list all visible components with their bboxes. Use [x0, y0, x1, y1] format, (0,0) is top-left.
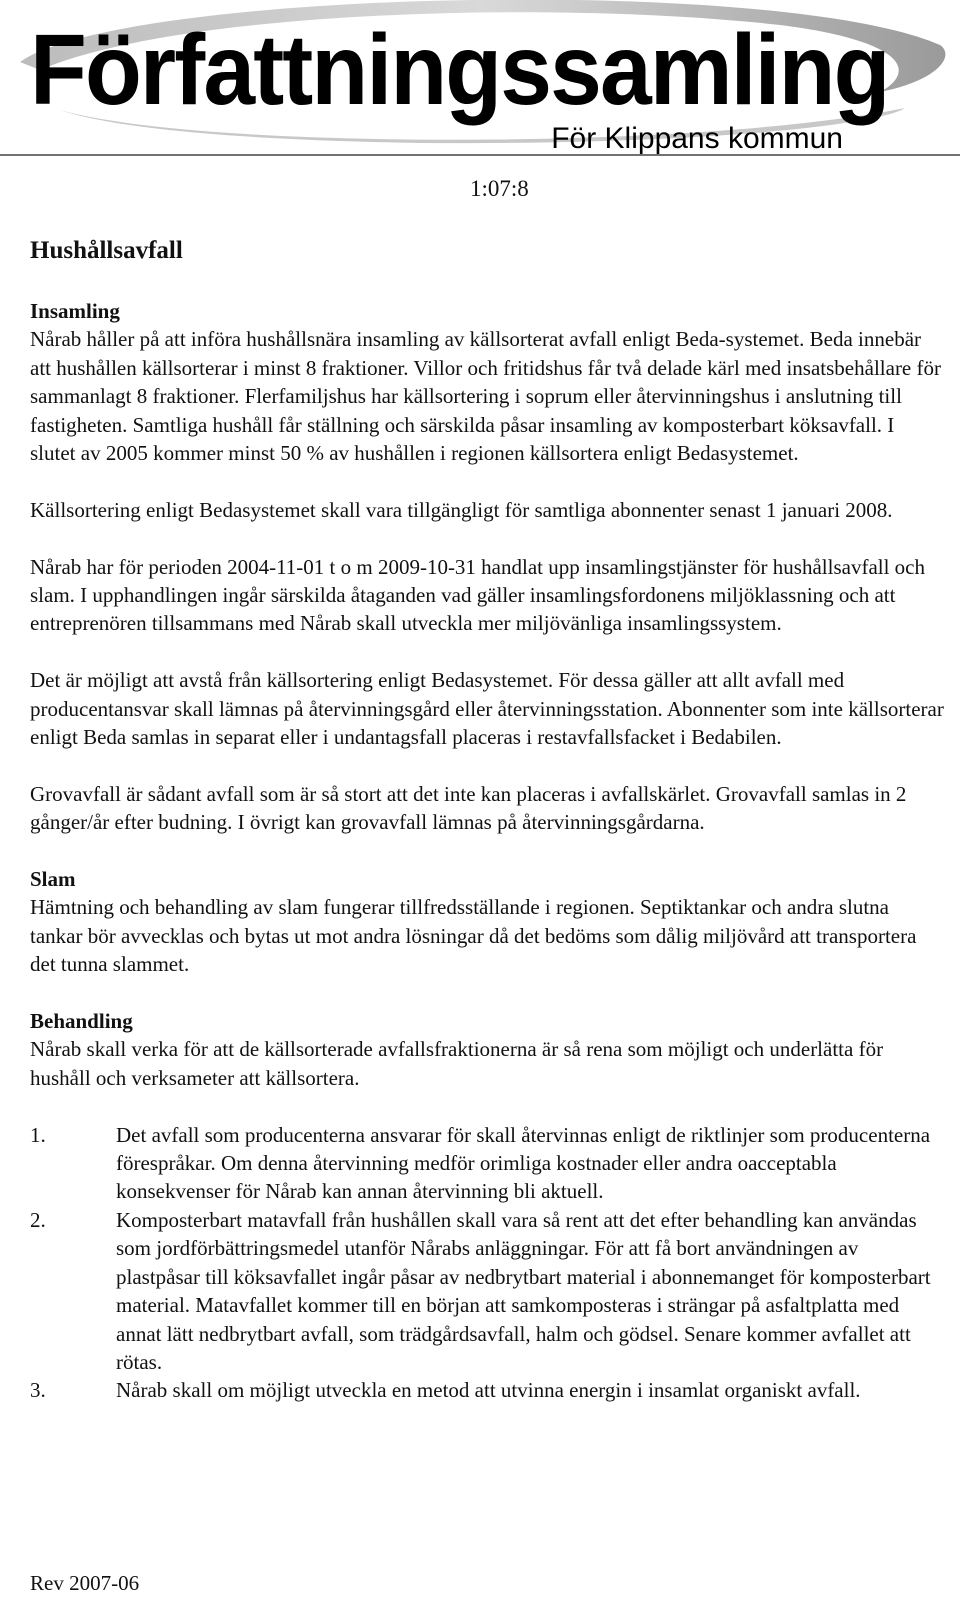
section-title-slam: Slam	[30, 867, 76, 892]
masthead-subtitle: För Klippans kommun	[551, 122, 843, 155]
paragraph: Nårab har för perioden 2004-11-01 t o m 2009-10-31 handlat upp insamlingstjänster för hushållsavfall och slam. I upphandlingen ingår särskilda åtaganden vad gäller insamlingsfordonens miljöklassning och att entreprenören tillsammans med Nårab skall utveckla mer miljövänliga insamlingssystem.	[30, 554, 926, 636]
list-item-text: Nårab skall om möjligt utveckla en metod att utvinna energin i insamlat organiskt avfall.	[116, 1378, 861, 1403]
paragraph: Det är möjligt att avstå från källsortering enligt Bedasystemet. För dessa gäller att allt avfall med producentansvar skall lämnas på återvinningsgård eller återvinningsstation. Abonnenter som inte källsorterar enligt Beda samlas in separat eller i undantagsfall placeras i restavfallsfacket i Bedabilen.	[30, 668, 944, 750]
list-item-text: Det avfall som producenterna ansvarar för skall återvinnas enligt de riktlinjer som producenterna förespråkar. Om denna återvinning medför orimliga kostnader eller andra oacceptabla konsekvenser för Nårab kan annan återvinning bli aktuell.	[116, 1122, 931, 1204]
list-item-number: 1.	[30, 1122, 46, 1147]
paragraph: Hämtning och behandling av slam fungerar tillfredsställande i regionen. Septiktankar och andra slutna tankar bör avvecklas och bytas ut mot andra lösningar då det bedöms som dålig miljövård att transportera det tunna slammet.	[30, 895, 917, 977]
section-title-behandling: Behandling	[30, 1009, 133, 1034]
paragraph: Grovavfall är sådant avfall som är så stort att det inte kan placeras i avfallskärlet. Grovavfall samlas in 2 gånger/år efter budning. I övrigt kan grovavfall lämnas på återvinningsgårdarna.	[30, 781, 907, 835]
section-insamling	[30, 297, 945, 837]
list-item-number: 2.	[30, 1207, 46, 1232]
list-item	[30, 1121, 945, 1206]
paragraph: Nårab skall verka för att de källsorterade avfallsfraktionerna är så rena som möjligt och underlätta för hushåll och verksameter att källsortera.	[30, 1037, 884, 1090]
list-item-text: Komposterbart matavfall från hushållen skall vara så rent att det efter behandling kan användas som jordförbättringsmedel utanför Nårabs anläggningar. För att få bort användningen av plastpåsar till köksavfallet ingår påsar av nedbrytbart material i abonnemanget för komposterbart material. Matavfallet kommer till en början att samkomposteras i strängar på asfaltplatta med annat lätt nedbrytbart avfall, som trädgårdsavfall, halm och gödsel. Senare kommer avfallet att rötas.	[116, 1207, 931, 1374]
list-item	[30, 1206, 945, 1376]
numbered-list	[30, 1121, 945, 1405]
page-title: Hushållsavfall	[30, 237, 183, 264]
list-item-number: 3.	[30, 1378, 46, 1403]
paragraph: Nårab håller på att införa hushållsnära insamling av källsorterat avfall enligt Beda-systemet. Beda innebär att hushållen källsorterar i minst 8 fraktioner. Villor och fritidshus får två delade kärl med insatsbehållare för sammanlagt 8 fraktioner. Flerfamiljshus har källsortering i soprum eller återvinningshus i anslutning till fastigheten. Samtliga hushåll får ställning och särskilda påsar insamling av komposterbart köksavfall. I slutet av 2005 kommer minst 50 % av hushållen i regionen källsortera enligt Bedasystemet.	[30, 327, 941, 466]
document-number: 1:07:8	[470, 176, 529, 201]
section-behandling	[30, 1007, 945, 1405]
section-slam	[30, 865, 945, 979]
section-title-insamling: Insamling	[30, 299, 120, 323]
paragraph: Källsortering enligt Bedasystemet skall vara tillgängligt för samtliga abonnenter senast 1 januari 2008.	[30, 497, 893, 522]
masthead-title: Författningssamling	[30, 14, 889, 126]
document-body	[30, 235, 945, 1405]
revision-footer: Rev 2007-06	[30, 1571, 140, 1595]
masthead	[0, 0, 960, 160]
list-item	[30, 1376, 945, 1404]
